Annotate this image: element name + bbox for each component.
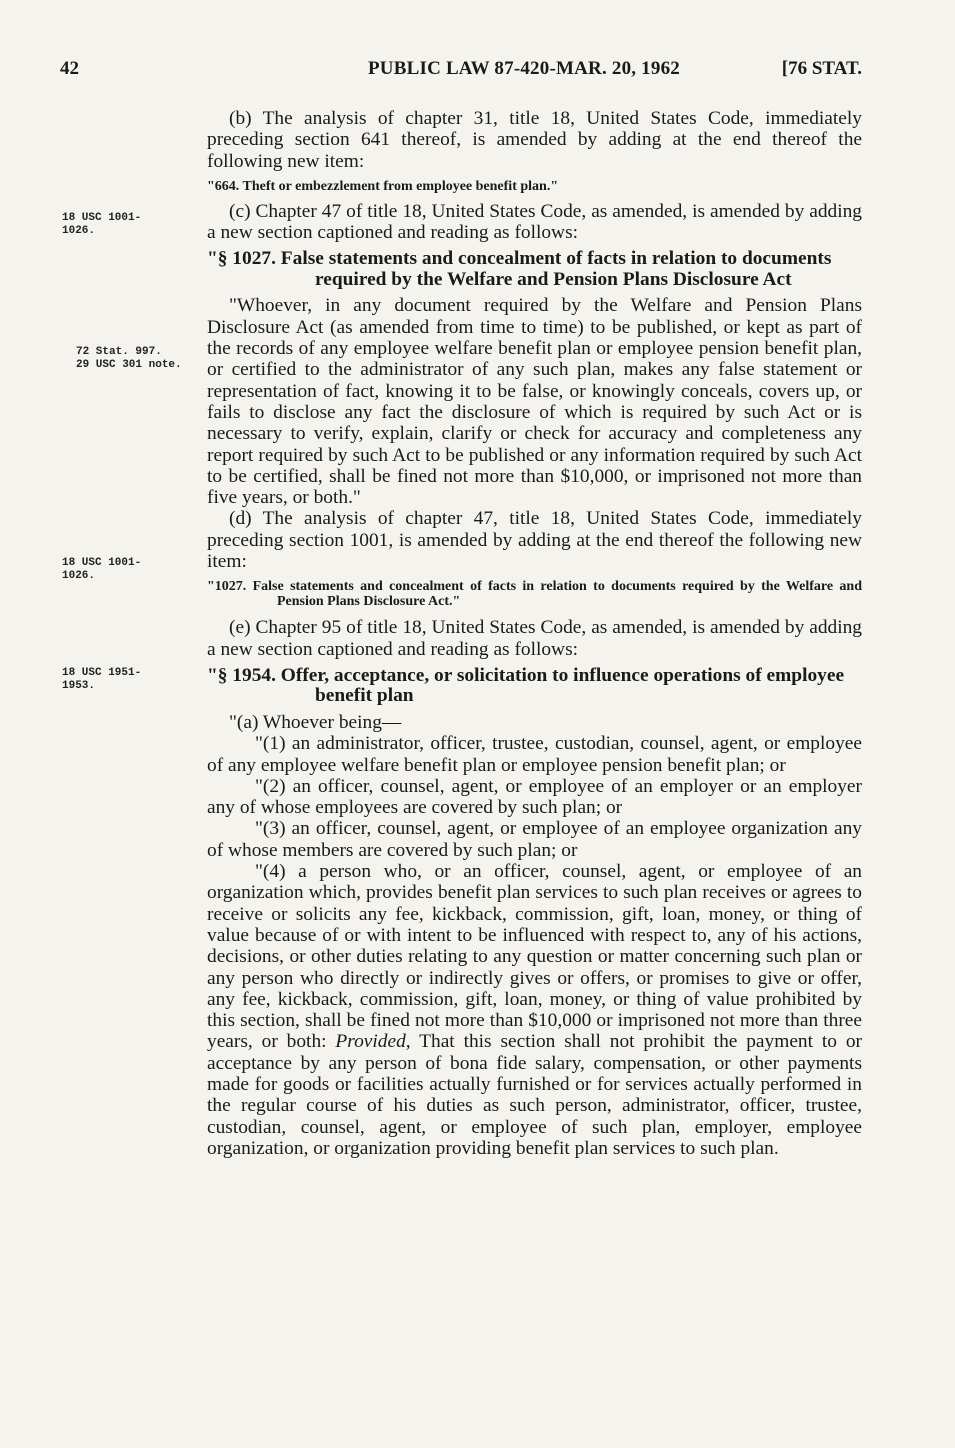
item-1027: "1027. False statements and concealment of facts in relation to documents required by the Welfare and Pension Plans Disclosure Act." xyxy=(207,579,862,610)
item-664: "664. Theft or embezzlement from employee benefit plan." xyxy=(207,178,559,194)
section-1954-a: "(a) Whoever being— xyxy=(229,711,402,733)
margin-note xyxy=(62,667,141,693)
margin-note-line: 1953. xyxy=(62,680,96,692)
margin-note-line: 29 USC 301 note. xyxy=(76,359,182,371)
clause-4-proviso: That this section shall not prohibit the payment to or acceptance by any person of bona fide salary, compensation, or other payments made for goods or facilities actually furnished or for services actually performed in the regular course of his duties as such person, administrator, officer, trustee, custodian, counsel, agent, or employee of such plan, employer, employee organization, or organization providing benefit plan services to such plan. xyxy=(207,1031,862,1159)
page-header xyxy=(60,58,862,84)
section-1954-clause-1: "(1) an administrator, officer, trustee, custodian, counsel, agent, or employee of any employee welfare benefit plan or employee pension benefit plan; or xyxy=(207,733,862,776)
margin-note-line: 18 USC 1951- xyxy=(62,667,142,679)
paragraph-d: (d) The analysis of chapter 47, title 18, United States Code, immediately preceding section 1001, is amended by adding at the end thereof the following new item: xyxy=(207,508,862,573)
section-1954-heading: "§ 1954. Offer, acceptance, or solicitation to influence operations of employee benefit plan xyxy=(207,664,845,707)
margin-note-line: 18 USC 1001- xyxy=(62,212,142,224)
section-1954-clause-3: "(3) an officer, counsel, agent, or employee of an employee organization any of whose members are covered by such plan; or xyxy=(207,818,862,861)
margin-note-line: 72 Stat. 997. xyxy=(76,346,162,358)
clause-4-text: "(4) a person who, or an officer, counsel, agent, or employee of an organization which, provides benefit plan services to such plan receives or agrees to receive or solicits any fee, kickback, commission, gift, loan, money, or thing of value because of or with intent to be influenced with respect to, any of his actions, decisions, or other duties relating to any question or matter concerning such plan or any person who directly or indirectly gives or offers, or promises to give or offer, any fee, kickback, commission, gift, loan, money, or thing of value prohibited by this section, shall be fined not more than $10,000 or imprisoned not more than three years, or both: xyxy=(207,861,862,1053)
provided-word: Provided, xyxy=(335,1031,411,1053)
paragraph-b: (b) The analysis of chapter 31, title 18, United States Code, immediately preceding section 641 thereof, is amended by adding at the end thereof the following new item: xyxy=(207,108,862,172)
body-text xyxy=(207,108,862,1159)
margin-note xyxy=(62,557,141,583)
section-1027-heading: "§ 1027. False statements and concealment of facts in relation to documents required by the Welfare and Pension Plans Disclosure Act xyxy=(207,248,832,290)
paragraph-e: (e) Chapter 95 of title 18, United States Code, as amended, is amended by adding a new section captioned and reading as follows: xyxy=(207,617,862,660)
margin-note xyxy=(76,346,182,372)
margin-note-line: 1026. xyxy=(62,570,96,582)
running-title: PUBLIC LAW 87-420-MAR. 20, 1962 xyxy=(368,58,680,79)
section-1954-clause-2: "(2) an officer, counsel, agent, or employee of an employer or an employer any of whose employees are covered by such plan; or xyxy=(207,775,862,819)
section-1954-clause-4 xyxy=(207,861,862,1159)
margin-note-line: 1026. xyxy=(62,225,96,237)
statute-volume: [76 STAT. xyxy=(781,58,862,79)
margin-note xyxy=(62,212,141,238)
page-number: 42 xyxy=(60,58,79,79)
section-1027-text: "Whoever, in any document required by the Welfare and Pension Plans Disclosure Act (as amended from time to time) to be published, or kept as part of the records of any employee welfare benefit plan or employee pension benefit plan, or certified to the administrator of any such plan, makes any false statement or representation of fact, knowing it to be false, or knowingly conceals, covers up, or fails to disclose any fact the disclosure of which is required by such Act or is necessary to verify, explain, clarify or check for accuracy and completeness any report required by such Act to be published or any information required by such Act to be certified, shall be fined not more than $10,000, or imprisoned not more than five years, or both." xyxy=(207,295,862,509)
paragraph-c: (c) Chapter 47 of title 18, United States Code, as amended, is amended by adding a new section captioned and reading as follows: xyxy=(207,200,862,244)
margin-note-line: 18 USC 1001- xyxy=(62,557,142,569)
